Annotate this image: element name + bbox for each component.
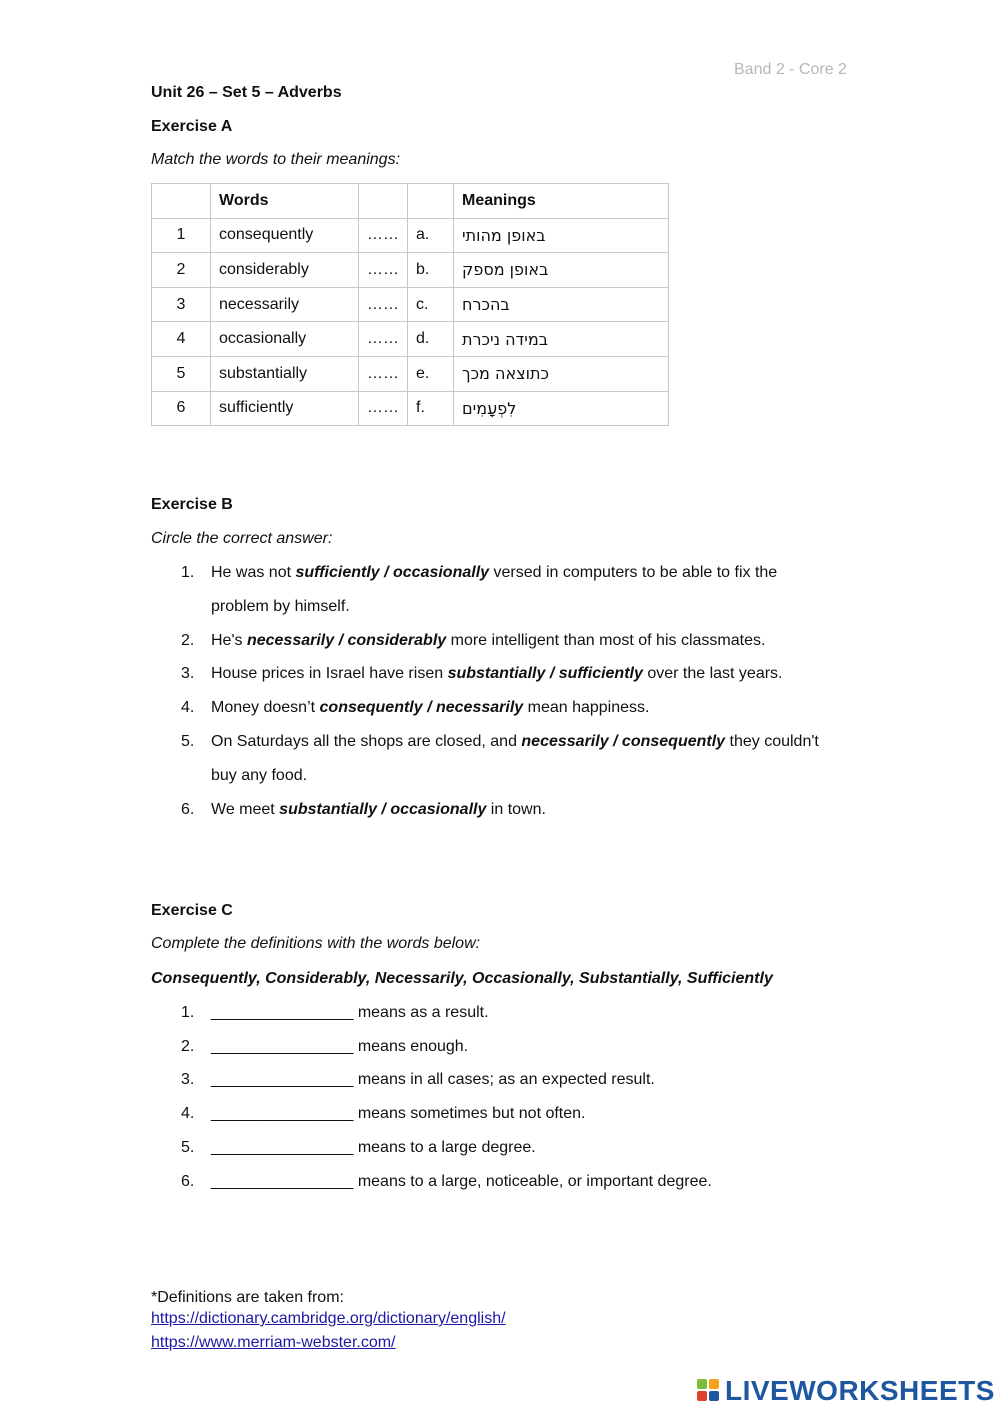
item-number: 6. [181,1173,195,1190]
row-word: necessarily [211,287,359,322]
row-number: 5 [152,356,211,391]
matching-table [151,183,669,426]
answer-blank[interactable]: ________________ [211,1105,354,1122]
row-number: 4 [152,322,211,357]
row-number: 3 [152,287,211,322]
exercise-b-item [181,733,819,751]
definition-text: means to a large, noticeable, or important degree. [353,1173,712,1190]
col-meanings-header: Meanings [454,184,669,219]
table-row [152,391,669,426]
col-words-header: Words [211,184,359,219]
table-row [152,253,669,288]
item-number: 5. [181,733,195,750]
item-number: 1. [181,1004,195,1021]
answer-choices[interactable]: substantially / occasionally [279,801,487,818]
row-letter: f. [408,391,454,426]
row-meaning: בהכרח [454,287,669,322]
exercise-b-item [181,699,649,717]
item-number: 1. [181,564,195,581]
item-text-before: On Saturdays all the shops are closed, and [211,733,522,750]
exercise-a-instruction: Match the words to their meanings: [151,151,401,168]
row-number: 6 [152,391,211,426]
item-number: 3. [181,1071,195,1088]
answer-choices[interactable]: consequently / necessarily [319,699,524,716]
item-number: 4. [181,1105,195,1122]
answer-blank[interactable]: …… [359,391,408,426]
table-row [152,356,669,391]
answer-choices[interactable]: necessarily / consequently [521,733,726,750]
item-text-after: versed in computers to be able to fix the [489,564,778,581]
exercise-c-item [181,1173,712,1191]
answer-blank[interactable]: ________________ [211,1139,354,1156]
row-word: sufficiently [211,391,359,426]
definition-text: means as a result. [353,1004,489,1021]
exercise-c-instruction: Complete the definitions with the words below: [151,935,481,952]
row-letter: d. [408,322,454,357]
row-word: consequently [211,218,359,253]
exercise-c-item [181,1071,655,1089]
exercise-b-item [181,632,765,650]
row-meaning: באופן מספק [454,253,669,288]
row-meaning: לִפְעָמִים [454,391,669,426]
page-title: Unit 26 – Set 5 – Adverbs [151,84,342,101]
answer-choices[interactable]: necessarily / considerably [246,632,447,649]
item-text-before: We meet [211,801,280,818]
row-letter: a. [408,218,454,253]
item-text-after: in town. [486,801,546,818]
item-text-after: mean happiness. [523,699,650,716]
exercise-b-heading: Exercise B [151,496,233,513]
item-text-before: He's [211,632,247,649]
exercise-a-heading: Exercise A [151,118,233,135]
definition-text: means enough. [353,1038,469,1055]
definitions-note: *Definitions are taken from: [151,1289,344,1306]
item-text-before: House prices in Israel have risen [211,665,448,682]
row-word: occasionally [211,322,359,357]
item-number: 5. [181,1139,195,1156]
answer-choices[interactable]: sufficiently / occasionally [295,564,490,581]
row-word: considerably [211,253,359,288]
row-letter: c. [408,287,454,322]
row-meaning: כתוצאה מכך [454,356,669,391]
liveworksheets-logo-text: LIVEWORKSHEETS [725,1375,995,1406]
answer-blank[interactable]: …… [359,218,408,253]
answer-blank[interactable]: …… [359,322,408,357]
exercise-c-item [181,1004,489,1022]
exercise-c-heading: Exercise C [151,902,233,919]
row-letter: b. [408,253,454,288]
answer-blank[interactable]: ________________ [211,1071,354,1088]
item-text-before: Money doesn’t [211,699,320,716]
answer-blank[interactable]: …… [359,356,408,391]
exercise-c-item [181,1139,536,1157]
item-number: 4. [181,699,195,716]
row-number: 2 [152,253,211,288]
answer-blank[interactable]: …… [359,287,408,322]
table-row [152,287,669,322]
word-bank: Consequently, Considerably, Necessarily, Occasionally, Substantially, Sufficiently [151,970,773,987]
exercise-c-item [181,1038,468,1056]
row-letter: e. [408,356,454,391]
exercise-b-instruction: Circle the correct answer: [151,530,333,547]
item-number: 2. [181,1038,195,1055]
answer-blank[interactable]: ________________ [211,1038,354,1055]
exercise-c-item [181,1105,586,1123]
header-band: Band 2 - Core 2 [734,61,847,78]
item-text-before: He was not [211,564,296,581]
liveworksheets-logo-icon [697,1379,721,1403]
merriam-webster-link[interactable]: https://www.merriam-webster.com/ [151,1334,396,1351]
definition-text: means in all cases; as an expected result. [353,1071,655,1088]
item-text-after: over the last years. [642,665,783,682]
table-row [152,322,669,357]
answer-blank[interactable]: ________________ [211,1173,354,1190]
answer-blank[interactable]: ________________ [211,1004,354,1021]
cambridge-link[interactable]: https://dictionary.cambridge.org/dictionary/english/ [151,1310,506,1327]
item-number: 6. [181,801,195,818]
row-meaning: במידה ניכרת [454,322,669,357]
table-header-row [152,184,669,219]
exercise-b-item [181,665,783,683]
item-text-after: more intelligent than most of his classmates. [446,632,766,649]
item-number: 3. [181,665,195,682]
table-row [152,218,669,253]
row-word: substantially [211,356,359,391]
answer-blank[interactable]: …… [359,253,408,288]
exercise-b-item-continuation: buy any food. [211,767,308,784]
item-number: 2. [181,632,195,649]
exercise-b-item [181,564,777,582]
row-meaning: באופן מהותי [454,218,669,253]
row-number: 1 [152,218,211,253]
exercise-b-item [181,801,546,819]
definition-text: means sometimes but not often. [353,1105,586,1122]
definition-text: means to a large degree. [353,1139,536,1156]
answer-choices[interactable]: substantially / sufficiently [447,665,643,682]
exercise-b-item-continuation: problem by himself. [211,598,350,615]
item-text-after: they couldn't [725,733,819,750]
liveworksheets-logo [697,1375,995,1407]
